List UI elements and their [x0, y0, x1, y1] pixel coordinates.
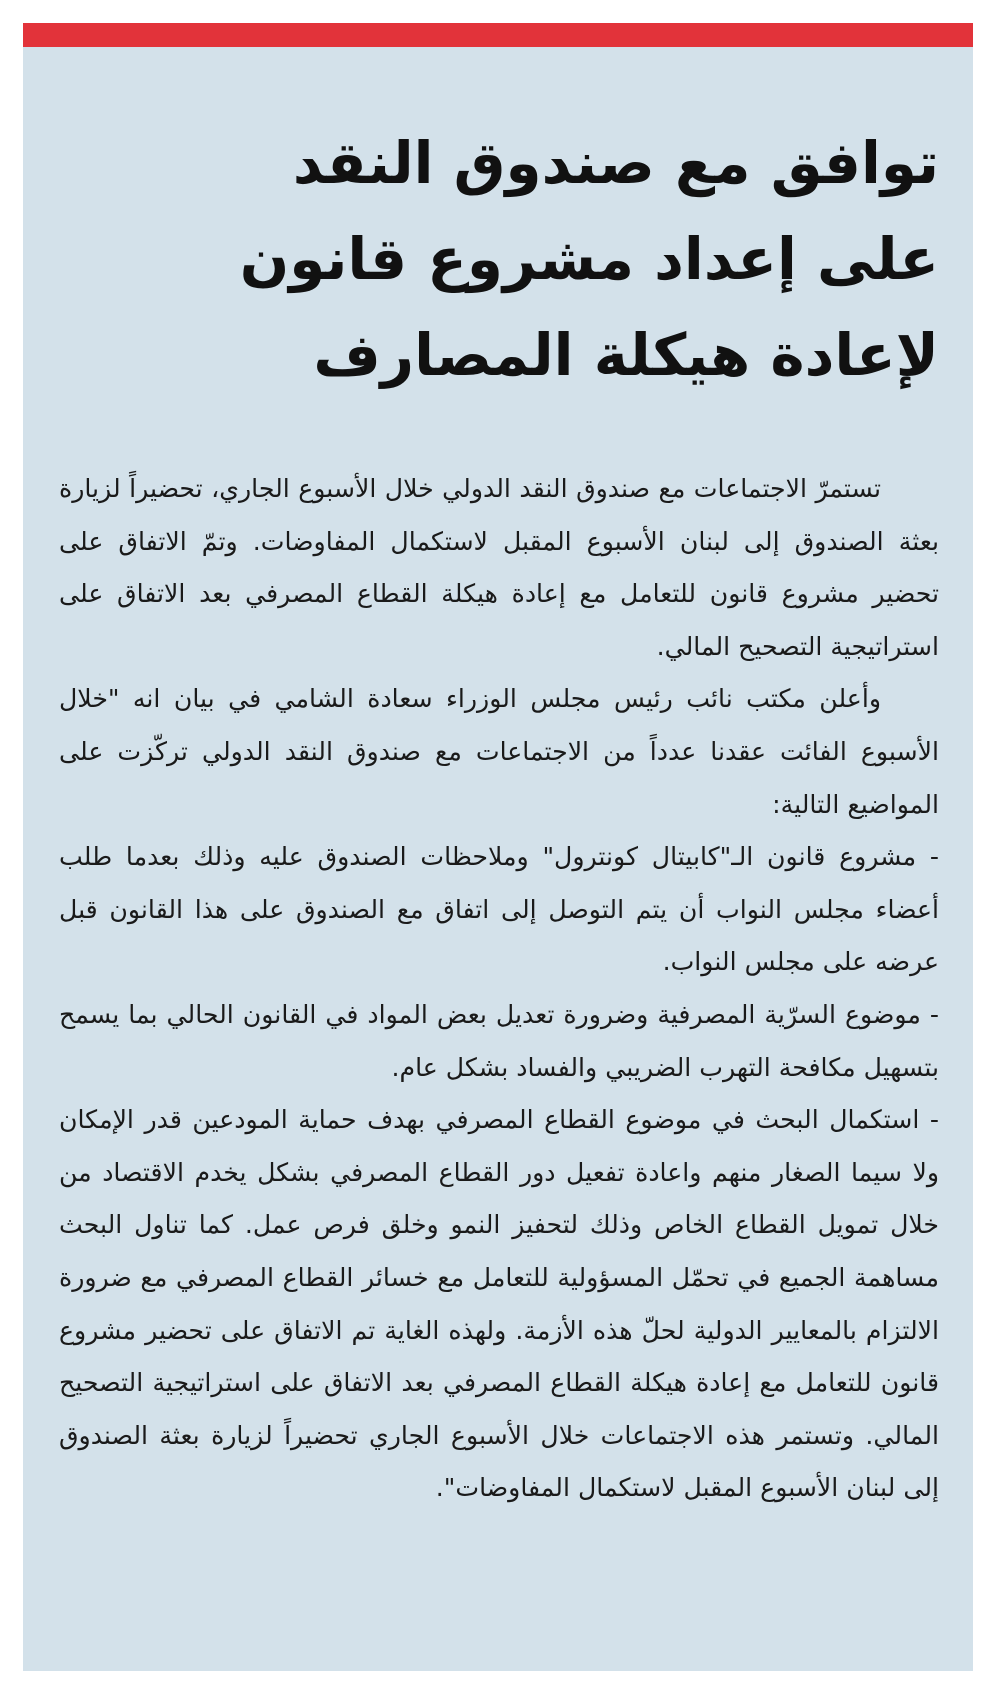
paragraph-capital-control: - مشروع قانون الـ"كابيتال كونترول" وملاحظات الصندوق عليه وذلك بعدما طلب أعضاء مجلس النواب أن يتم التوصل إلى اتفاق مع الصندوق على هذا القانون قبل عرضه على مجلس النواب.: [59, 842, 939, 977]
headline-line-2: على إعداد مشروع قانون: [239, 225, 939, 293]
article-body: [59, 463, 939, 1515]
headline: [133, 115, 939, 403]
accent-bar: [23, 23, 973, 47]
headline-line-3: لإعادة هيكلة المصارف: [313, 321, 939, 389]
headline-line-1: توافق مع صندوق النقد: [292, 129, 939, 197]
paragraph-banking-secrecy: - موضوع السرّية المصرفية وضرورة تعديل بعض المواد في القانون الحالي بما يسمح بتسهيل مكافحة التهرب الضريبي والفساد بشكل عام.: [59, 999, 939, 1082]
paragraph-intro: تستمرّ الاجتماعات مع صندوق النقد الدولي خلال الأسبوع الجاري، تحضيراً لزيارة بعثة الصندوق إلى لبنان الأسبوع المقبل لاستكمال المفاوضات. وتمّ الاتفاق على تحضير مشروع قانون للتعامل مع إعادة هيكلة القطاع المصرفي بعد الاتفاق على استراتيجية التصحيح المالي.: [59, 474, 939, 661]
article-card: [23, 23, 973, 1671]
paragraph-statement: وأعلن مكتب نائب رئيس مجلس الوزراء سعادة الشامي في بيان انه "خلال الأسبوع الفائت عقدنا عدداً من الاجتماعات مع صندوق النقد الدولي تركّزت على المواضيع التالية:: [59, 684, 939, 819]
paragraph-banking-sector: - استكمال البحث في موضوع القطاع المصرفي بهدف حماية المودعين قدر الإمكان ولا سيما الصغار منهم واعادة تفعيل دور القطاع المصرفي بشكل يخدم الاقتصاد من خلال تمويل القطاع الخاص وذلك لتحفيز النمو وخلق فرص عمل. كما تناول البحث مساهمة الجميع في تحمّل المسؤولية للتعامل مع خسائر القطاع المصرفي مع ضرورة الالتزام بالمعايير الدولية لحلّ هذه الأزمة. ولهذه الغاية تم الاتفاق على تحضير مشروع قانون للتعامل مع إعادة هيكلة القطاع المصرفي بعد الاتفاق على استراتيجية التصحيح المالي. وتستمر هذه الاجتماعات خلال الأسبوع الجاري تحضيراً لزيارة بعثة الصندوق إلى لبنان الأسبوع المقبل لاستكمال المفاوضات".: [59, 1105, 939, 1503]
